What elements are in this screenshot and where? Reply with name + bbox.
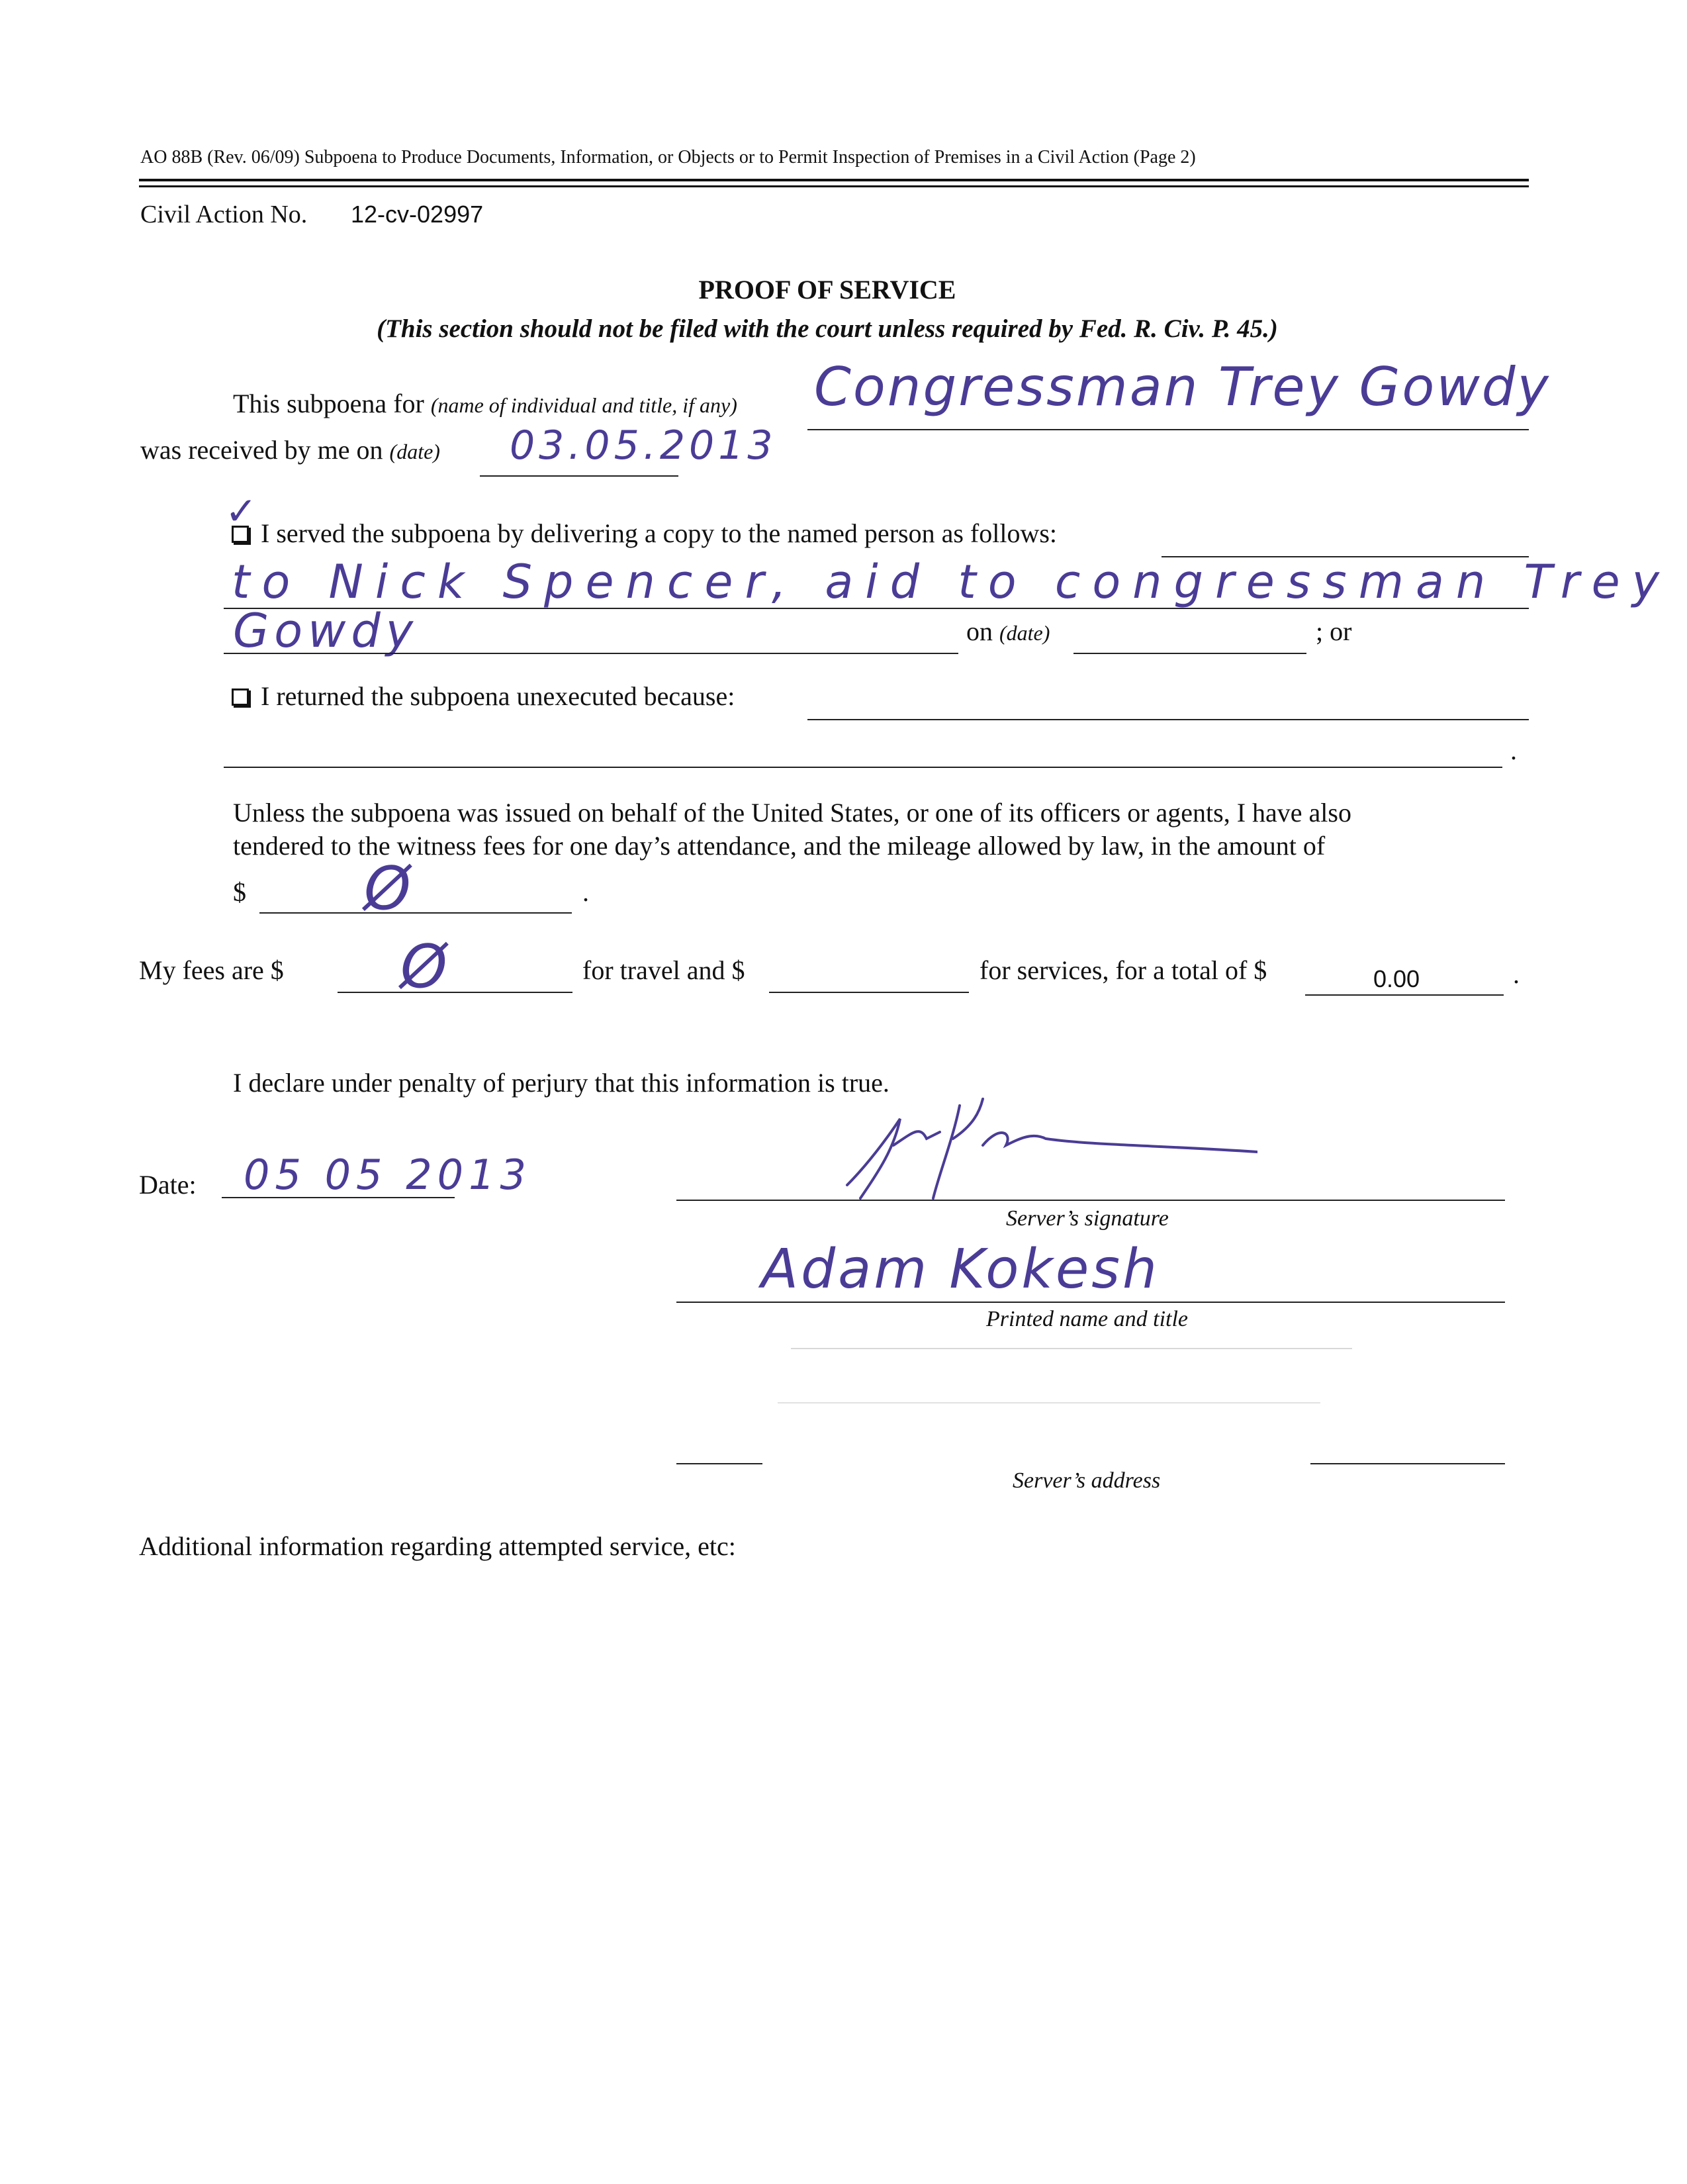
signature-label: Server’s signature <box>1006 1206 1169 1231</box>
tender-amount-line <box>259 912 572 914</box>
tender-amount-value[interactable]: Ø <box>364 854 411 924</box>
fees-travel-label: for travel and $ <box>582 955 745 985</box>
received-label: was received by me on <box>140 435 383 465</box>
served-line-2 <box>224 653 958 654</box>
printed-name-value[interactable]: Adam Kokesh <box>761 1238 1160 1301</box>
served-on-label: on <box>966 616 993 646</box>
served-or: ; or <box>1316 616 1352 646</box>
page-title: PROOF OF SERVICE <box>698 275 956 305</box>
address-label: Server’s address <box>1013 1468 1161 1493</box>
served-check-mark: ✓ <box>225 489 257 534</box>
served-date-line <box>1073 653 1306 654</box>
served-line-1 <box>224 608 1529 609</box>
server-signature[interactable] <box>794 1086 1257 1211</box>
civil-action-number: 12-cv-02997 <box>351 201 484 228</box>
subpoena-for-value[interactable]: Congressman Trey Gowdy <box>814 356 1551 418</box>
printed-name-line <box>676 1302 1505 1303</box>
served-details-line1[interactable]: to Nick Spencer, aid to congressman Trey <box>232 555 1672 609</box>
served-details-line2[interactable]: Gowdy <box>233 604 419 658</box>
fees-total-line <box>1305 994 1504 996</box>
subpoena-for-row <box>233 388 737 419</box>
fees-services-label: for services, for a total of $ <box>980 955 1267 985</box>
header-rule-1 <box>139 179 1529 181</box>
served-on-row <box>966 616 1050 647</box>
tender-text-1: Unless the subpoena was issued on behalf of the United States, or one of its officers or agents, I have also <box>233 798 1351 828</box>
fees-period: . <box>1513 959 1520 989</box>
returned-line-1 <box>807 719 1529 720</box>
page-subtitle: (This section should not be filed with the court unless required by Fed. R. Civ. P. 45.) <box>377 314 1278 343</box>
address-line-left <box>676 1463 762 1464</box>
served-option[interactable] <box>232 518 1057 549</box>
fees-travel-line <box>338 992 572 993</box>
served-label: I served the subpoena by delivering a copy to the named person as follows: <box>261 518 1058 548</box>
address-line-right <box>1310 1463 1505 1464</box>
signature-line <box>676 1200 1505 1201</box>
received-row <box>140 434 440 465</box>
subpoena-for-hint: (name of individual and title, if any) <box>430 393 737 417</box>
returned-option[interactable] <box>232 681 735 712</box>
date-line <box>222 1197 455 1198</box>
fees-label: My fees are $ <box>139 955 284 985</box>
subpoena-for-line <box>807 429 1529 430</box>
returned-label: I returned the subpoena unexecuted because: <box>261 681 735 711</box>
returned-checkbox[interactable] <box>232 688 249 706</box>
date-label: Date: <box>139 1170 197 1200</box>
received-date-line <box>480 475 678 477</box>
fees-travel-value[interactable]: Ø <box>400 932 447 1002</box>
tender-text-2: tendered to the witness fees for one day’s attendance, and the mileage allowed by law, in the amount of <box>233 831 1326 861</box>
address-line-redacted-1 <box>791 1348 1352 1349</box>
tender-dollar: $ <box>233 877 246 907</box>
civil-action-label: Civil Action No. <box>140 201 308 228</box>
received-date-value[interactable]: 03.05.2013 <box>510 422 777 469</box>
tender-period: . <box>582 877 589 907</box>
fees-services-line <box>769 992 969 993</box>
served-date-hint: (date) <box>999 621 1050 645</box>
returned-line-2 <box>224 767 1502 768</box>
printed-name-label: Printed name and title <box>986 1307 1189 1331</box>
fees-total-value[interactable]: 0.00 <box>1373 965 1420 992</box>
form-id: AO 88B (Rev. 06/09) Subpoena to Produce Documents, Information, or Objects or to Permit Inspection of Premises in a Civil Action (Page 2) <box>140 147 1196 167</box>
declaration: I declare under penalty of perjury that this information is true. <box>233 1068 889 1098</box>
additional-info-label: Additional information regarding attempted service, etc: <box>139 1531 736 1561</box>
address-line-redacted-2 <box>778 1402 1320 1403</box>
returned-period: . <box>1510 736 1517 765</box>
served-checkbox[interactable] <box>232 526 249 543</box>
header-rule-2 <box>139 185 1529 187</box>
received-hint: (date) <box>389 440 440 463</box>
date-value[interactable]: 05 05 2013 <box>244 1151 531 1199</box>
subpoena-for-label: This subpoena for <box>233 389 424 418</box>
